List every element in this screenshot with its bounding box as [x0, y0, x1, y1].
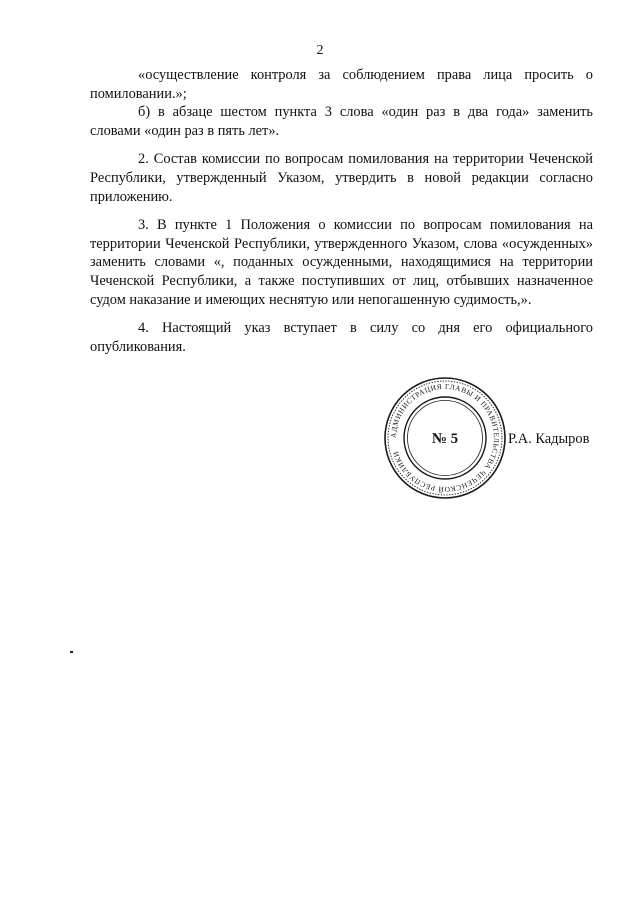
paragraph-control-clause: «осуществление контроля за соблюдением права лица просить о помиловании.»;: [90, 67, 593, 102]
paragraph-effective-date: 4. Настоящий указ вступает в силу со дня его официального опубликования.: [90, 320, 593, 355]
official-seal: [383, 376, 507, 500]
paragraph-commission-composition: 2. Состав комиссии по вопросам помилования на территории Чеченской Республики, утвержденный Указом, утвердить в новой редакции согласно приложению.: [90, 151, 593, 205]
seal-outer-text: АДМИНИСТРАЦИЯ ГЛАВЫ И ПРАВИТЕЛЬСТВА ЧЕЧЕНСКОЙ РЕСПУБЛИКИ: [388, 381, 502, 495]
paragraph-regulation-amendment: 3. В пункте 1 Положения о комиссии по вопросам помилования на территории Чеченской Республики, утвержденного Указом, слова «осужденных» заменить словами «, поданных осужденными, находящимися на территории Чеченской Республики, а также поступивших от лиц, отбывших назначенное судом наказание и имеющих неснятую или непогашенную судимость,».: [90, 217, 593, 308]
stray-mark: [70, 651, 73, 653]
paragraph-frequency-amendment: б) в абзаце шестом пункта 3 слова «один раз в два года» заменить словами «один раз в пять лет».: [90, 104, 593, 139]
signatory-name: Р.А. Кадыров: [508, 431, 590, 447]
page-number: 2: [316, 43, 324, 58]
document-body: [90, 66, 593, 356]
seal-number: № 5: [431, 431, 459, 447]
